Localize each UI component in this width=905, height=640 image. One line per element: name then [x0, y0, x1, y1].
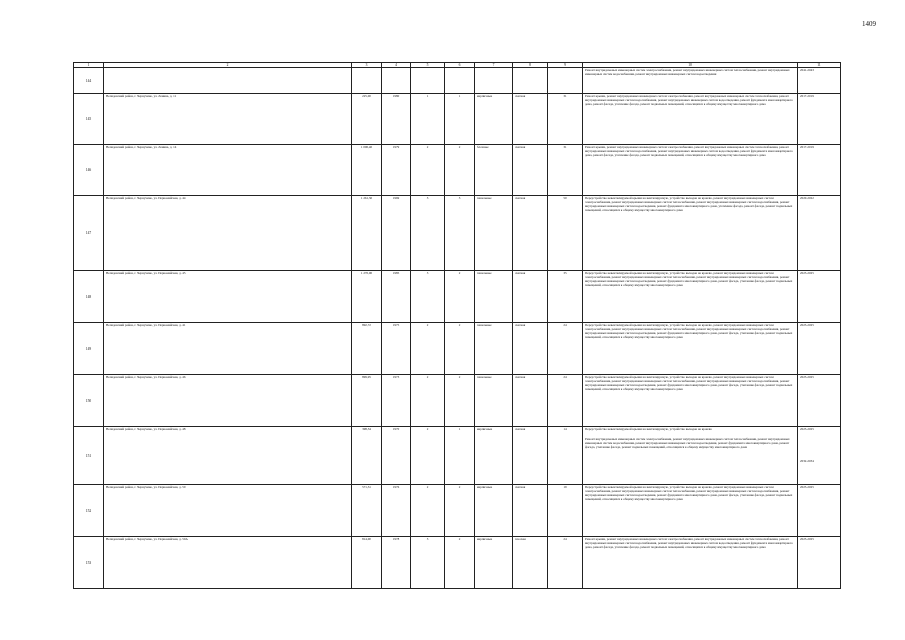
area-cell: 571,31 [352, 485, 382, 537]
column-6-cell: 2 [445, 375, 475, 427]
period-item: 2023-2025 [800, 427, 814, 432]
column-header: 7 [475, 63, 513, 68]
area-cell: 225,00 [352, 94, 382, 145]
table-row [74, 68, 841, 94]
roof-type-cell: скатная [513, 323, 548, 375]
table-row [74, 145, 841, 196]
row-number: 152 [74, 485, 104, 537]
year-cell: 1969 [382, 196, 411, 271]
work-item: Переустройство невентилируемой крыши на вентилируемую, устройство выходов на кровлю, ремонт внутридомовых инженерных систем электроснабжения, ремонт внутридомовых инженерных систем теплоснабжения, ремонт внутридомовых инженерных систем водоснабжения, ремонт внутридомовых инженерных систем водоотведения, ремонт фундамента многоквартирного дома, утепление фасада, ремонт фасада, ремонт подвальных помещений, относящихся к общему имуществу многоквартирного дома [585, 196, 793, 212]
column-header: 10 [583, 63, 798, 68]
column-header: 4 [382, 63, 411, 68]
period-cell [798, 323, 841, 375]
area-cell: 1 000,40 [352, 145, 382, 196]
address-cell: Нелидовский район, г. Чернухино, ул. Первомайская, д. 45 [104, 271, 352, 323]
column-header: 11 [798, 63, 841, 68]
table-row [74, 427, 841, 485]
table-row [74, 375, 841, 427]
year-cell: 1973 [382, 375, 411, 427]
column-6-cell: 2 [445, 323, 475, 375]
area-cell: 814,00 [352, 537, 382, 589]
work-item: Ремонт внутридомовых инженерных систем электроснабжения, ремонт внутридомовых инженерных систем теплоснабжения, ремонт внутридомовых инженерных систем водоснабжения, ремонт внутридомовых инженерных систем водоотведения, ремонт фундамента многоквартирного дома, ремонт фасада, утепление фасада, ремонт подвальных помещений, относящихся к общему имуществу многоквартирного дома [585, 437, 790, 449]
wall-material-cell: кирпичные [475, 485, 513, 537]
period-item: 2032-2034 [800, 459, 814, 463]
area-cell: 899,95 [352, 375, 382, 427]
column-9-cell: 24 [548, 375, 583, 427]
area-cell: 1 270,00 [352, 271, 382, 323]
year-cell: 1976 [382, 485, 411, 537]
row-number: 150 [74, 375, 104, 427]
period-item: 2017-2019 [800, 145, 814, 150]
wall-material-cell: блочные [475, 145, 513, 196]
wall-material-cell: кирпичные [475, 94, 513, 145]
area-cell: 892,72 [352, 323, 382, 375]
table-row [74, 196, 841, 271]
column-5-cell: 3 [411, 196, 445, 271]
column-header: 9 [548, 63, 583, 68]
works-cell [583, 68, 798, 94]
roof-type-cell: скатная [513, 271, 548, 323]
period-cell [798, 485, 841, 537]
column-6-cell [445, 68, 475, 94]
column-9-cell [548, 68, 583, 94]
roof-type-cell: скатная [513, 145, 548, 196]
column-6-cell: 2 [445, 485, 475, 537]
period-item: 2023-2025 [800, 323, 814, 328]
column-6-cell: 1 [445, 427, 475, 485]
wall-material-cell: панельные [475, 375, 513, 427]
works-cell [583, 485, 798, 537]
works-cell [583, 427, 798, 485]
work-item: Ремонт крыши, ремонт внутридомовых инженерных систем электроснабжения, ремонт внутридомовых инженерных систем теплоснабжения, ремонт внутридомовых инженерных систем водоснабжения, ремонт внутридомовых инженерных систем водоотведения, ремонт фундамента многоквартирного дома, ремонт фасада, утепление фасада, ремонт подвальных помещений, относящихся к общему имуществу многоквартирного дома [585, 94, 793, 106]
works-cell [583, 323, 798, 375]
column-6-cell: 2 [445, 145, 475, 196]
roof-type-cell: скатная [513, 427, 548, 485]
column-6-cell: 1 [445, 94, 475, 145]
period-item: 2023-2025 [800, 375, 814, 380]
column-5-cell: 2 [411, 323, 445, 375]
works-cell [583, 145, 798, 196]
period-cell [798, 537, 841, 589]
year-cell: 1980 [382, 94, 411, 145]
address-cell: Нелидовский район, г. Чернухино, ул. Первомайская, д. 46 [104, 375, 352, 427]
column-header: 2 [104, 63, 352, 68]
roof-type-cell: скатная [513, 375, 548, 427]
period-cell [798, 271, 841, 323]
row-number: 149 [74, 323, 104, 375]
roof-type-cell [513, 68, 548, 94]
column-header: 1 [74, 63, 104, 68]
address-cell: Нелидовский район, г. Чернухино, ул. Ленина, д. 11 [104, 94, 352, 145]
column-5-cell: 2 [411, 427, 445, 485]
table-row [74, 271, 841, 323]
column-5-cell: 2 [411, 145, 445, 196]
column-9-cell: 31 [548, 145, 583, 196]
row-number: 145 [74, 94, 104, 145]
column-9-cell: 35 [548, 271, 583, 323]
work-item: Переустройство невентилируемой крыши на вентилируемую, устройство выходов на кровлю, ремонт внутридомовых инженерных систем электроснабжения, ремонт внутридомовых инженерных систем теплоснабжения, ремонт внутридомовых инженерных систем водоснабжения, ремонт внутридомовых инженерных систем водоотведения, ремонт фундамента многоквартирного дома, ремонт фасада, утепление фасада, ремонт подвальных помещений, относящихся к общему имуществу многоквартирного дома [585, 375, 793, 391]
row-number: 144 [74, 68, 104, 94]
period-cell [798, 427, 841, 485]
address-cell: Нелидовский район, г. Чернухино, ул. Первомайская, д. 44 [104, 196, 352, 271]
area-cell: 398,34 [352, 427, 382, 485]
column-9-cell: 24 [548, 537, 583, 589]
work-item: Ремонт крыши, ремонт внутридомовых инженерных систем электроснабжения, ремонт внутридомовых инженерных систем теплоснабжения, ремонт внутридомовых инженерных систем водоснабжения, ремонт внутридомовых инженерных систем водоотведения, ремонт фундамента многоквартирного дома, ремонт фасада, утепление фасада, ремонт подвальных помещений, относящихся к общему имуществу многоквартирного дома [585, 537, 793, 549]
address-cell [104, 68, 352, 94]
column-5-cell: 2 [411, 485, 445, 537]
column-9-cell: 50 [548, 196, 583, 271]
period-cell [798, 375, 841, 427]
column-6-cell: 2 [445, 537, 475, 589]
work-item: Ремонт внутридомовых инженерных систем электроснабжения, ремонт внутридомовых инженерных систем теплоснабжения, ремонт внутридомовых инженерных систем водоснабжения, ремонт внутридомовых инженерных систем водоотведения [585, 68, 790, 76]
address-cell: Нелидовский район, г. Чернухино, ул. Первомайская, д. 41 [104, 323, 352, 375]
table-row [74, 537, 841, 589]
row-number: 151 [74, 427, 104, 485]
address-cell: Нелидовский район, г. Чернухино, ул. Ленина, д. 14 [104, 145, 352, 196]
area-cell: 1 261,30 [352, 196, 382, 271]
column-6-cell: 3 [445, 196, 475, 271]
year-cell: 1970 [382, 427, 411, 485]
roof-type-cell: скатная [513, 485, 548, 537]
address-cell: Нелидовский район, г. Чернухино, ул. Первомайская, д. 50 [104, 485, 352, 537]
table-body [74, 68, 841, 589]
column-9-cell: 14 [548, 427, 583, 485]
period-item: 2023-2025 [800, 271, 814, 276]
row-number: 147 [74, 196, 104, 271]
period-item: 2023-2025 [800, 485, 814, 490]
wall-material-cell: панельные [475, 271, 513, 323]
column-header: 5 [411, 63, 445, 68]
period-item: 2041-2043 [800, 68, 814, 73]
wall-material-cell: панельные [475, 323, 513, 375]
period-cell [798, 145, 841, 196]
roof-type-cell: скатная [513, 196, 548, 271]
column-header: 8 [513, 63, 548, 68]
table-row [74, 94, 841, 145]
work-item: Переустройство невентилируемой крыши на вентилируемую, устройство выходов на кровлю, ремонт внутридомовых инженерных систем электроснабжения, ремонт внутридомовых инженерных систем теплоснабжения, ремонт внутридомовых инженерных систем водоснабжения, ремонт внутридомовых инженерных систем водоотведения, ремонт фундамента многоквартирного дома, ремонт фасада, утепление фасада, ремонт подвальных помещений, относящихся к общему имуществу многоквартирного дома [585, 271, 793, 287]
wall-material-cell: кирпичные [475, 427, 513, 485]
roof-type-cell: скатная [513, 94, 548, 145]
year-cell [382, 68, 411, 94]
row-number: 153 [74, 537, 104, 589]
roof-type-cell: плоская [513, 537, 548, 589]
column-header: 6 [445, 63, 475, 68]
column-5-cell: 3 [411, 271, 445, 323]
works-cell [583, 196, 798, 271]
wall-material-cell: панельные [475, 196, 513, 271]
page-number: 1409 [862, 20, 876, 28]
year-cell: 1985 [382, 271, 411, 323]
work-item: Переустройство невентилируемой крыши на вентилируемую, устройство выходов на кровлю [585, 427, 712, 432]
period-item: 2023-2025 [800, 537, 814, 542]
column-9-cell: 24 [548, 323, 583, 375]
year-cell: 1978 [382, 537, 411, 589]
table-row [74, 485, 841, 537]
works-cell [583, 375, 798, 427]
wall-material-cell [475, 68, 513, 94]
column-5-cell: 2 [411, 375, 445, 427]
area-cell [352, 68, 382, 94]
period-cell [798, 68, 841, 94]
period-cell [798, 196, 841, 271]
period-cell [798, 94, 841, 145]
year-cell: 1979 [382, 145, 411, 196]
row-number: 148 [74, 271, 104, 323]
address-cell: Нелидовский район, г. Чернухино, ул. Первомайская, д. 48 [104, 427, 352, 485]
work-item: Ремонт крыши, ремонт внутридомовых инженерных систем электроснабжения, ремонт внутридомовых инженерных систем теплоснабжения, ремонт внутридомовых инженерных систем водоснабжения, ремонт внутридомовых инженерных систем водоотведения, ремонт фундамента многоквартирного дома, ремонт фасада, утепление фасада, ремонт подвальных помещений, относящихся к общему имуществу многоквартирного дома [585, 145, 793, 157]
row-number: 146 [74, 145, 104, 196]
works-cell [583, 537, 798, 589]
column-5-cell: 3 [411, 537, 445, 589]
column-6-cell: 2 [445, 271, 475, 323]
column-9-cell: 31 [548, 94, 583, 145]
work-item: Переустройство невентилируемой крыши на вентилируемую, устройство выходов на кровлю, ремонт внутридомовых инженерных систем электроснабжения, ремонт внутридомовых инженерных систем теплоснабжения, ремонт внутридомовых инженерных систем водоснабжения, ремонт внутридомовых инженерных систем водоотведения, ремонт фундамента многоквартирного дома, ремонт фасада, утепление фасада, ремонт подвальных помещений, относящихся к общему имуществу многоквартирного дома [585, 323, 793, 339]
works-cell [583, 271, 798, 323]
works-cell [583, 94, 798, 145]
wall-material-cell: кирпичные [475, 537, 513, 589]
column-9-cell: 19 [548, 485, 583, 537]
housing-register-table [73, 62, 841, 589]
period-item: 2020-2022 [800, 196, 814, 201]
period-item: 2017-2019 [800, 94, 814, 99]
year-cell: 1975 [382, 323, 411, 375]
column-5-cell [411, 68, 445, 94]
work-item: Переустройство невентилируемой крыши на вентилируемую, устройство выходов на кровлю, ремонт внутридомовых инженерных систем электроснабжения, ремонт внутридомовых инженерных систем теплоснабжения, ремонт внутридомовых инженерных систем водоснабжения, ремонт внутридомовых инженерных систем водоотведения, ремонт фундамента многоквартирного дома, ремонт фасада, утепление фасада, ремонт подвальных помещений, относящихся к общему имуществу многоквартирного дома [585, 485, 793, 501]
column-5-cell: 1 [411, 94, 445, 145]
column-header: 3 [352, 63, 382, 68]
table-row [74, 323, 841, 375]
address-cell: Нелидовский район, г. Чернухино, ул. Первомайская, д. 50А [104, 537, 352, 589]
